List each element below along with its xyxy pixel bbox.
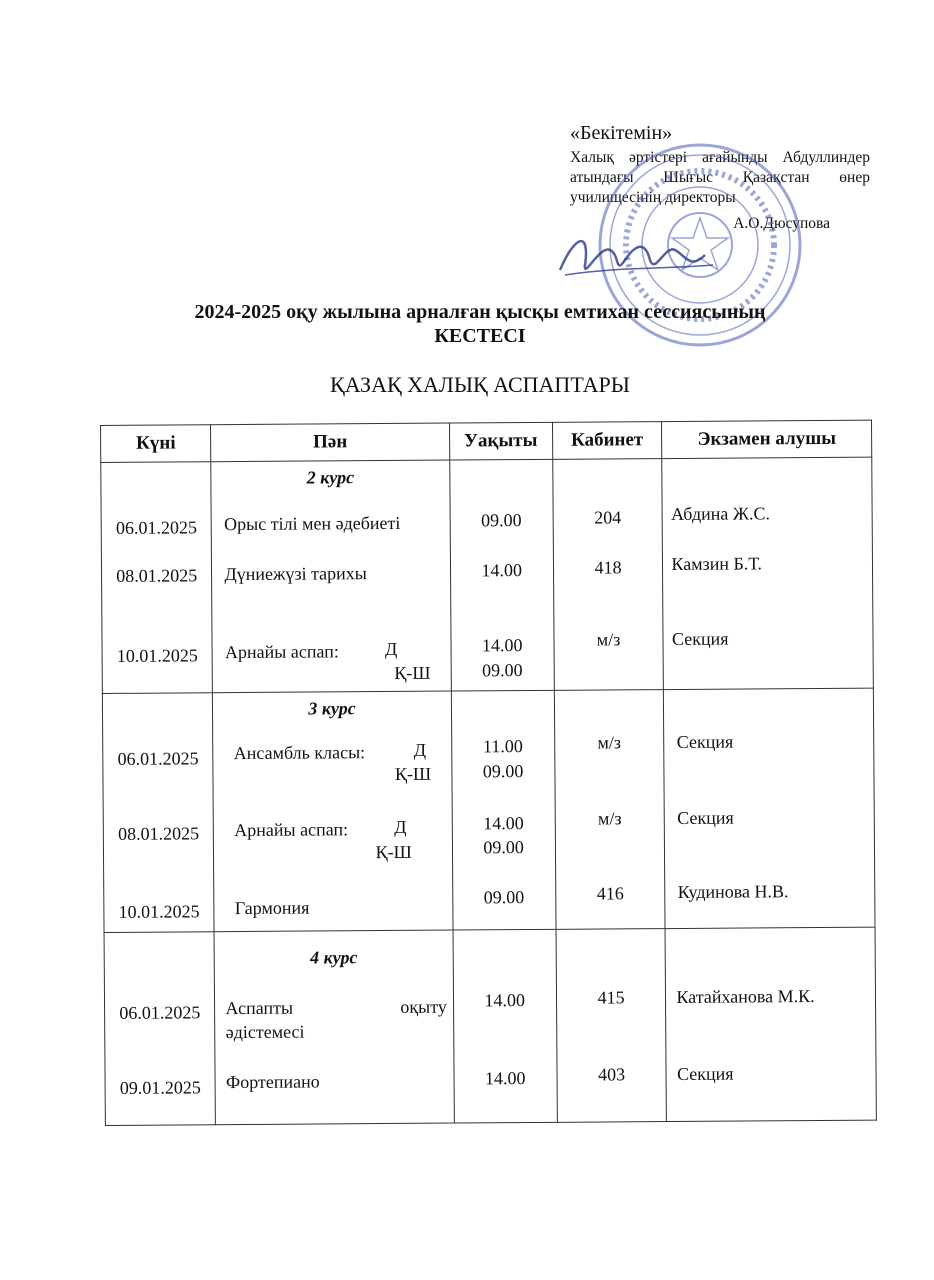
table-row	[101, 457, 874, 693]
room-cell: м/з	[596, 629, 621, 650]
document-title-word: КЕСТЕСІ	[434, 325, 526, 347]
subject-cell: Орыс тілі мен әдебиеті	[224, 512, 401, 535]
table-row	[104, 927, 876, 1125]
subject-variant: Д	[384, 638, 398, 660]
course-label: 2 курс	[306, 467, 355, 488]
subject-cell: Арнайы аспап:	[224, 641, 339, 663]
exam-schedule-table	[100, 420, 877, 1126]
table-row	[102, 688, 875, 932]
date-cell: 06.01.2025	[119, 1002, 201, 1023]
examiner-cell: Секция	[676, 1063, 734, 1084]
subject-cell: Ансамбль класы:	[233, 742, 366, 764]
subject-cell	[225, 997, 446, 1020]
time-cell: 14.00	[481, 560, 522, 581]
director-name: А.О.Дюсупова	[733, 215, 830, 232]
time-cell: 09.00	[480, 510, 522, 531]
examiner-cell: Катайханова М.К.	[676, 986, 815, 1007]
subject-word: әдістемесі	[225, 1021, 305, 1043]
room-cell: 403	[597, 1064, 626, 1085]
time-cell: 14.00	[484, 1068, 526, 1089]
date-cell: 08.01.2025	[117, 823, 200, 844]
approval-body: Халық әртістері ағайынды Абдуллиндер атындағы Шығыс Қазақстан өнер училищесінің директоры	[570, 149, 870, 206]
time-cell: 14.00	[484, 990, 525, 1011]
room-cell: 418	[594, 557, 622, 578]
time-cell: 14.00	[481, 635, 523, 656]
room-cell: 204	[594, 507, 622, 528]
examiner-cell: Кудинова Н.В.	[677, 881, 789, 902]
date-cell: 06.01.2025	[117, 748, 199, 769]
header-examiner: Экзамен алушы	[662, 420, 872, 458]
table-header-row	[101, 420, 872, 462]
date-cell: 08.01.2025	[116, 565, 198, 586]
header-room: Кабинет	[552, 422, 662, 460]
room-cell: 415	[597, 987, 625, 1008]
header-subject: Пән	[211, 423, 450, 462]
examiner-cell: Камзин Б.Т.	[671, 553, 763, 575]
examiner-cell: Абдина Ж.С.	[671, 503, 771, 525]
time-cell: 11.00	[482, 736, 523, 757]
subject-variant: Қ-Ш	[394, 662, 431, 683]
date-cell: 10.01.2025	[118, 901, 200, 922]
examiner-cell: Секция	[677, 807, 734, 828]
time-cell: 09.00	[483, 837, 524, 858]
subject-cell: Дүниежүзі тарихы	[224, 563, 367, 585]
course-label: 4 курс	[310, 947, 358, 968]
director-signature	[555, 225, 715, 285]
subject-variant: Қ-Ш	[394, 763, 432, 784]
header-date: Күні	[101, 425, 212, 463]
time-cell: 09.00	[482, 660, 523, 681]
room-cell: м/з	[597, 732, 622, 753]
approval-heading: «Бекітемін»	[570, 122, 673, 144]
subject-variant: Қ-Ш	[375, 841, 412, 863]
room-cell: 416	[596, 883, 624, 904]
date-cell: 09.01.2025	[119, 1077, 201, 1098]
room-cell: м/з	[597, 808, 622, 829]
document-title: 2024-2025 оқу жылына арналған қысқы емтихан сессиясының	[194, 301, 766, 323]
subject-cell: Гармония	[234, 897, 310, 919]
examiner-cell: Секция	[676, 731, 734, 752]
course-label: 3 курс	[308, 698, 356, 719]
department-title: ҚАЗАҚ ХАЛЫҚ АСПАПТАРЫ	[330, 372, 630, 397]
subject-variant: Д	[413, 739, 427, 760]
header-time: Уақыты	[449, 422, 552, 460]
subject-word: оқыту	[400, 996, 447, 1017]
subject-cell: Фортепиано	[225, 1071, 320, 1093]
subject-variant: Д	[394, 816, 407, 837]
time-cell: 09.00	[483, 887, 525, 908]
subject-word: Аспапты	[225, 997, 294, 1019]
date-cell: 10.01.2025	[116, 645, 198, 666]
subject-cell: Арнайы аспап:	[234, 819, 349, 841]
time-cell: 14.00	[483, 813, 524, 834]
examiner-cell: Секция	[671, 628, 729, 650]
time-cell: 09.00	[482, 761, 524, 782]
date-cell: 06.01.2025	[115, 517, 197, 538]
